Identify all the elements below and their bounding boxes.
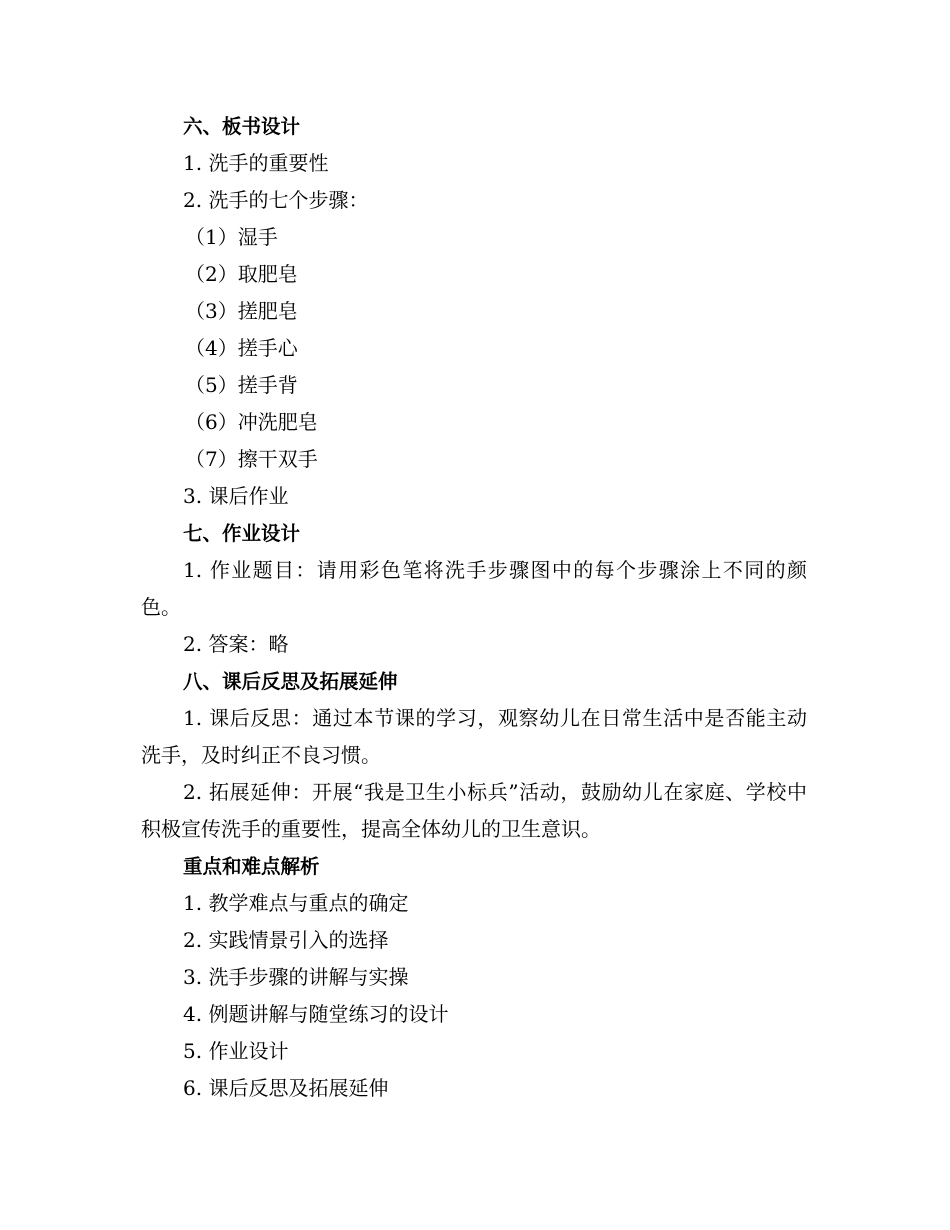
list-item: 2. 实践情景引入的选择 [183, 928, 389, 952]
list-item: 5. 作业设计 [183, 1039, 289, 1063]
list-item: 3. 课后作业 [183, 484, 289, 508]
step-item: （5）搓手背 [185, 373, 298, 397]
list-item: 6. 课后反思及拓展延伸 [183, 1076, 389, 1100]
step-item: （6）冲洗肥皂 [185, 410, 318, 434]
step-item: （1）湿手 [185, 225, 278, 249]
paragraph-reflection: 1. 课后反思：通过本节课的学习，观察幼儿在日常生活中是否能主动洗手，及时纠正不良习惯。 [141, 706, 807, 767]
section-heading-reflection: 八、课后反思及拓展延伸 [183, 670, 398, 693]
list-item: 2. 答案：略 [183, 632, 289, 656]
list-item: 1. 洗手的重要性 [183, 151, 329, 175]
step-item: （7）擦干双手 [185, 447, 318, 471]
step-item: （3）搓肥皂 [185, 299, 298, 323]
step-item: （4）搓手心 [185, 336, 298, 360]
step-item: （2）取肥皂 [185, 262, 298, 286]
list-item: 4. 例题讲解与随堂练习的设计 [183, 1002, 449, 1026]
paragraph-extension: 2. 拓展延伸：开展“我是卫生小标兵”活动，鼓励幼儿在家庭、学校中积极宣传洗手的重要性，提高全体幼儿的卫生意识。 [141, 780, 807, 841]
section-heading-homework-design: 七、作业设计 [183, 522, 301, 545]
section-heading-board-design: 六、板书设计 [183, 115, 301, 138]
document-body [141, 108, 807, 1107]
list-item: 3. 洗手步骤的讲解与实操 [183, 965, 409, 989]
list-item: 1. 教学难点与重点的确定 [183, 891, 409, 915]
section-heading-key-points: 重点和难点解析 [183, 855, 320, 878]
paragraph-homework-task: 1. 作业题目：请用彩色笔将洗手步骤图中的每个步骤涂上不同的颜色。 [141, 558, 807, 619]
list-item: 2. 洗手的七个步骤： [183, 188, 369, 212]
